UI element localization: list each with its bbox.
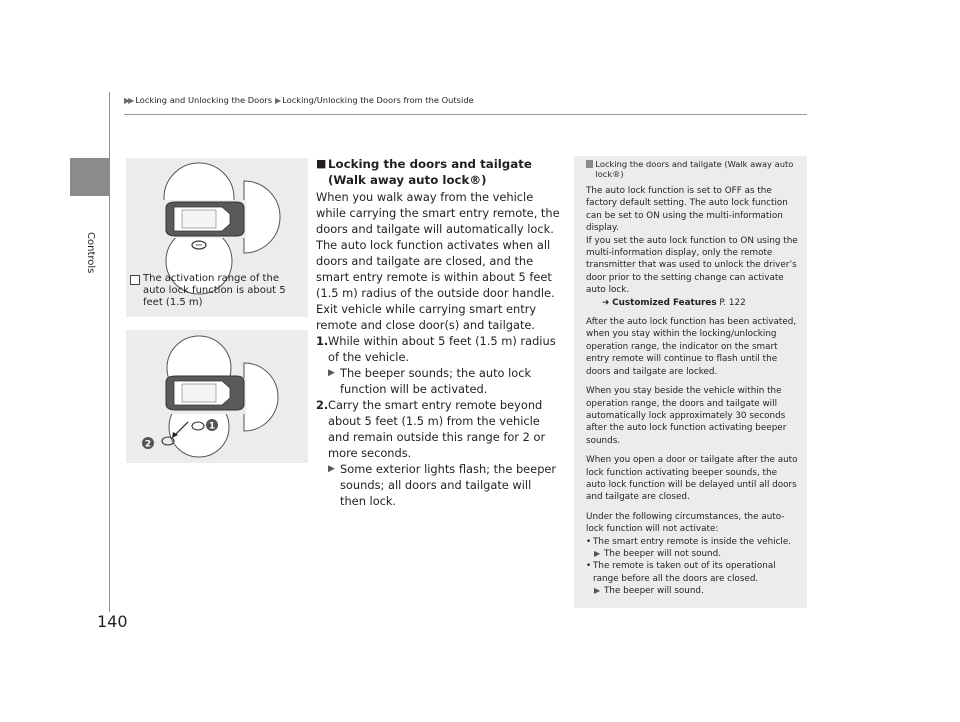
marker-2-label: 2 bbox=[144, 439, 152, 450]
note-bullet-1 bbox=[586, 536, 799, 548]
reference-label[interactable]: Customized Features bbox=[612, 297, 717, 308]
bullet-text: The smart entry remote is inside the vehicle. bbox=[593, 536, 792, 547]
note-p2: If you set the auto lock function to ON using the multi-information display, only the remote transmitter that was used to unlock the driver’s door prior to the setting change can activate auto lock. bbox=[586, 235, 798, 296]
car-icon bbox=[166, 202, 244, 236]
bullet-result-text: The beeper will sound. bbox=[604, 586, 704, 597]
car-icon bbox=[166, 376, 244, 410]
bullet-text: The remote is taken out of its operational range before all the doors are closed. bbox=[593, 561, 776, 584]
section-square-icon: ■ bbox=[316, 157, 327, 170]
result-arrow-icon: ▶ bbox=[594, 548, 601, 558]
sidebar-divider bbox=[109, 92, 110, 612]
step-1-result bbox=[316, 365, 560, 397]
bullet-icon: • bbox=[586, 536, 592, 547]
header-divider bbox=[124, 114, 807, 115]
note-title bbox=[574, 156, 807, 179]
paragraph-2: The auto lock function activates when all doors and tailgate are closed, and the smart entry remote is within about 5 feet (1.5 m) radius of the outside door handle. bbox=[316, 238, 555, 300]
step-number: 1. bbox=[316, 334, 329, 348]
caption-marker-icon bbox=[130, 275, 140, 285]
note-marker-icon bbox=[586, 160, 593, 168]
main-content bbox=[316, 156, 560, 509]
note-title-text: Locking the doors and tailgate (Walk away auto lock®) bbox=[595, 159, 794, 179]
illustration-activation-range bbox=[126, 158, 308, 317]
note-paragraph-1 bbox=[586, 185, 799, 309]
note-bullet-2 bbox=[586, 560, 799, 585]
double-arrow-icon: ▶▶ bbox=[124, 95, 133, 105]
arrow-icon: ▶ bbox=[275, 95, 280, 105]
marker-1-label: 1 bbox=[208, 421, 216, 432]
note-paragraph-3: After the auto lock function has been activated, when you stay within the locking/unlocking operation range, the indicator on the smart entry remote will continue to flash until the doors and tailgate are locked. bbox=[586, 317, 797, 377]
note-bullet-1-result bbox=[586, 548, 799, 560]
caption-text: The activation range of the auto lock function is about 5 feet (1.5 m) bbox=[143, 273, 286, 308]
step-2 bbox=[316, 397, 560, 461]
result-arrow-icon: ▶ bbox=[328, 368, 335, 378]
note-paragraph-4: When you stay beside the vehicle within the operation range, the doors and tailgate will automatically lock approximately 30 seconds after the auto lock function activating beeper sounds. bbox=[586, 386, 787, 446]
breadcrumb bbox=[124, 95, 474, 105]
cross-reference[interactable] bbox=[586, 297, 799, 309]
step-text: While within about 5 feet (1.5 m) radius of the vehicle. bbox=[328, 334, 556, 364]
result-text: Some exterior lights flash; the beeper sounds; all doors and tailgate will then lock. bbox=[340, 462, 557, 508]
breadcrumb-part1: Locking and Unlocking the Doors bbox=[135, 95, 273, 105]
step-2-result bbox=[316, 461, 560, 509]
illustration-walk-away bbox=[126, 330, 308, 463]
section-tab bbox=[70, 158, 110, 196]
section-title-text: Locking the doors and tailgate (Walk away auto lock®) bbox=[328, 157, 532, 187]
step-1 bbox=[316, 333, 560, 365]
reference-page: P. 122 bbox=[719, 297, 746, 308]
page-number: 140 bbox=[97, 612, 128, 631]
breadcrumb-part2: Locking/Unlocking the Doors from the Outside bbox=[282, 95, 474, 105]
note-paragraph-5: When you open a door or tailgate after the auto lock function activating beeper sounds, the auto lock function will be delayed until all doors and tailgate are closed. bbox=[586, 455, 798, 503]
bullet-icon: • bbox=[586, 561, 592, 572]
reference-arrow-icon: ➜ bbox=[602, 297, 610, 308]
paragraph-1: When you walk away from the vehicle while carrying the smart entry remote, the doors and tailgate will automatically lock. bbox=[316, 190, 560, 236]
note-body bbox=[574, 179, 807, 598]
paragraph-3: Exit vehicle while carrying smart entry remote and close door(s) and tailgate. bbox=[316, 302, 537, 332]
note-bullet-2-result bbox=[586, 585, 799, 597]
note-paragraph-6: Under the following circumstances, the auto-lock function will not activate: bbox=[586, 511, 785, 535]
side-note bbox=[574, 156, 807, 608]
section-title bbox=[316, 156, 560, 188]
step-text: Carry the smart entry remote beyond about 5 feet (1.5 m) from the vehicle and remain outside this range for 2 or more seconds. bbox=[328, 398, 546, 460]
bullet-result-text: The beeper will not sound. bbox=[604, 548, 721, 559]
result-arrow-icon: ▶ bbox=[594, 586, 601, 596]
section-label-text: Controls bbox=[85, 232, 96, 274]
section-label bbox=[84, 232, 98, 352]
note-p1: The auto lock function is set to OFF as the factory default setting. The auto lock function can be set to ON using the multi-information display. bbox=[586, 186, 788, 234]
result-text: The beeper sounds; the auto lock function will be activated. bbox=[340, 366, 532, 396]
result-arrow-icon: ▶ bbox=[328, 464, 335, 474]
step-number: 2. bbox=[316, 398, 329, 412]
walk-away-diagram bbox=[126, 330, 308, 463]
